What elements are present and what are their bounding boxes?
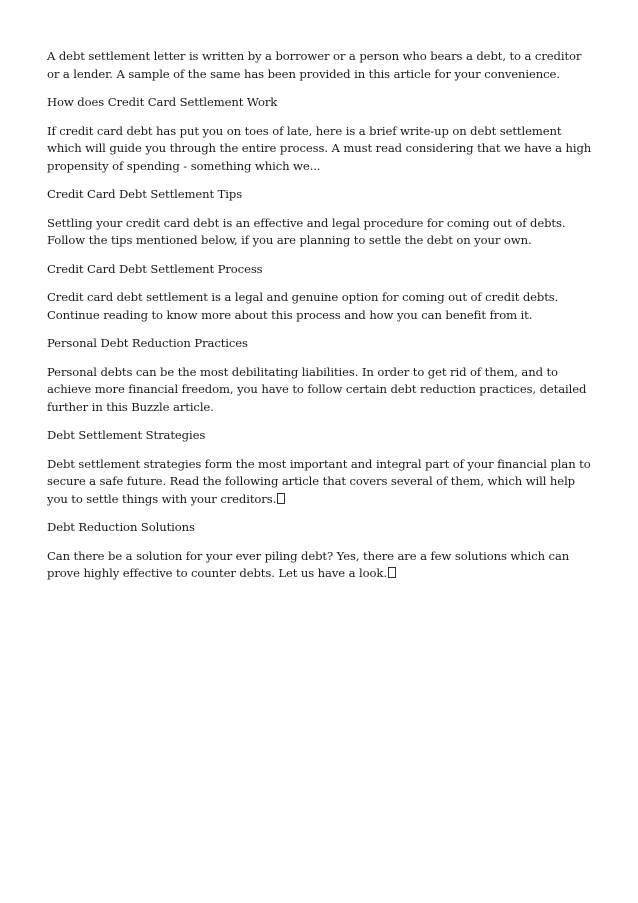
- article-link-debt-settlement-tips[interactable]: Credit Card Debt Settlement Tips: [47, 187, 243, 201]
- article-link-personal-debt-reduction[interactable]: Personal Debt Reduction Practices: [47, 336, 248, 350]
- missing-glyph-icon: [388, 567, 396, 578]
- article-summary-debt-settlement-strategies: Debt settlement strategies form the most important and integral part of your financial plan to secure a safe future. Read the following article that covers several of them, which will help you to settle things with your creditors.: [47, 456, 591, 506]
- article-link-debt-settlement-strategies[interactable]: Debt Settlement Strategies: [47, 428, 206, 442]
- missing-glyph-icon: [277, 493, 285, 504]
- article-summary-personal-debt-reduction: Personal debts can be the most debilitating liabilities. In order to get rid of them, and to achieve more financial freedom, you have to follow certain debt reduction practices, detailed further in this Buzzle article.: [47, 364, 587, 414]
- article-link-credit-card-settlement-work[interactable]: How does Credit Card Settlement Work: [47, 95, 278, 109]
- article-link-debt-settlement-process[interactable]: Credit Card Debt Settlement Process: [47, 261, 263, 276]
- article-link-debt-reduction-solutions[interactable]: Debt Reduction Solutions: [47, 520, 195, 534]
- document-body: [47, 48, 595, 594]
- article-summary-debt-reduction-solutions: Can there be a solution for your ever piling debt? Yes, there are a few solutions which can prove highly effective to counter debts. Let us have a look.: [47, 548, 570, 580]
- article-summary-debt-settlement-process: Credit card debt settlement is a legal and genuine option for coming out of credit debts. Continue reading to know more about this process and how you can benefit from it.: [47, 290, 559, 322]
- article-summary-credit-card-settlement-work: If credit card debt has put you on toes of late, here is a brief write-up on debt settlement which will guide you through the entire process. A must read considering that we have a high propensity of spending - something which we...: [47, 123, 592, 173]
- intro-paragraph: A debt settlement letter is written by a borrower or a person who bears a debt, to a creditor or a lender. A sample of the same has been provided in this article for your convenience.: [47, 49, 582, 81]
- article-summary-debt-settlement-tips: Settling your credit card debt is an effective and legal procedure for coming out of debts. Follow the tips mentioned below, if you are planning to settle the debt on your own.: [47, 215, 566, 247]
